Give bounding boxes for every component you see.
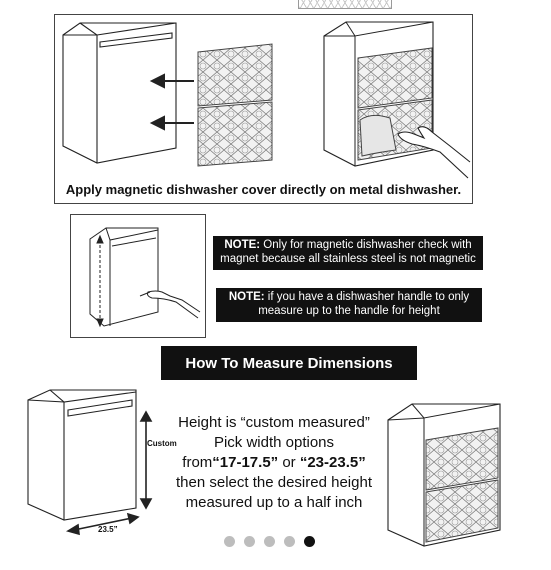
arrow-left-icon (152, 117, 194, 129)
carousel-dot-2[interactable] (244, 536, 255, 547)
measure-arrow-icon (141, 412, 151, 508)
carousel-dot-4[interactable] (284, 536, 295, 547)
carousel-dot-5[interactable] (304, 536, 315, 547)
note-text: if you have a dishwasher handle to only measure up to the handle for height (258, 291, 470, 317)
carousel-dot-1[interactable] (224, 536, 235, 547)
note-magnetic-check (213, 236, 483, 270)
height-line-1: Height is “custom measured” (178, 414, 370, 431)
from-text: from (182, 454, 213, 471)
apply-cover-caption: Apply magnetic dishwasher cover directly on metal dishwasher. (65, 182, 462, 197)
or-text: or (278, 454, 300, 471)
dishwasher-covered-final-drawing (388, 404, 500, 546)
width-label: 23.5” (98, 525, 118, 534)
height-line-4: then select the desired height (176, 474, 372, 491)
width-option-2: “23-23.5” (299, 454, 366, 471)
dishwasher-plain-drawing (63, 23, 176, 163)
note-label: NOTE: (224, 239, 261, 251)
height-line-5: measured up to a half inch (185, 494, 363, 511)
height-instructions (156, 413, 392, 513)
width-option-1: “17-17.5” (212, 454, 279, 471)
height-line-2: Pick width options (213, 434, 335, 451)
carousel-indicators (224, 534, 328, 548)
height-line-3 (156, 453, 392, 473)
measure-arrow-icon (97, 236, 103, 326)
carousel-dot-3[interactable] (264, 536, 275, 547)
magnetic-panel-bottom (198, 102, 272, 166)
arrow-left-icon (152, 75, 194, 87)
custom-height-label: Custom (147, 439, 177, 448)
magnetic-panel-top (198, 44, 272, 106)
measure-dimensions-banner: How To Measure Dimensions (161, 346, 417, 380)
note-label: NOTE: (228, 291, 265, 303)
note-handle-height (216, 288, 482, 322)
note-text: Only for magnetic dishwasher check with magnet because all stainless steel is not magnetic (220, 239, 476, 265)
hand-icon (398, 127, 470, 178)
dishwasher-dimension-drawing (28, 390, 136, 520)
